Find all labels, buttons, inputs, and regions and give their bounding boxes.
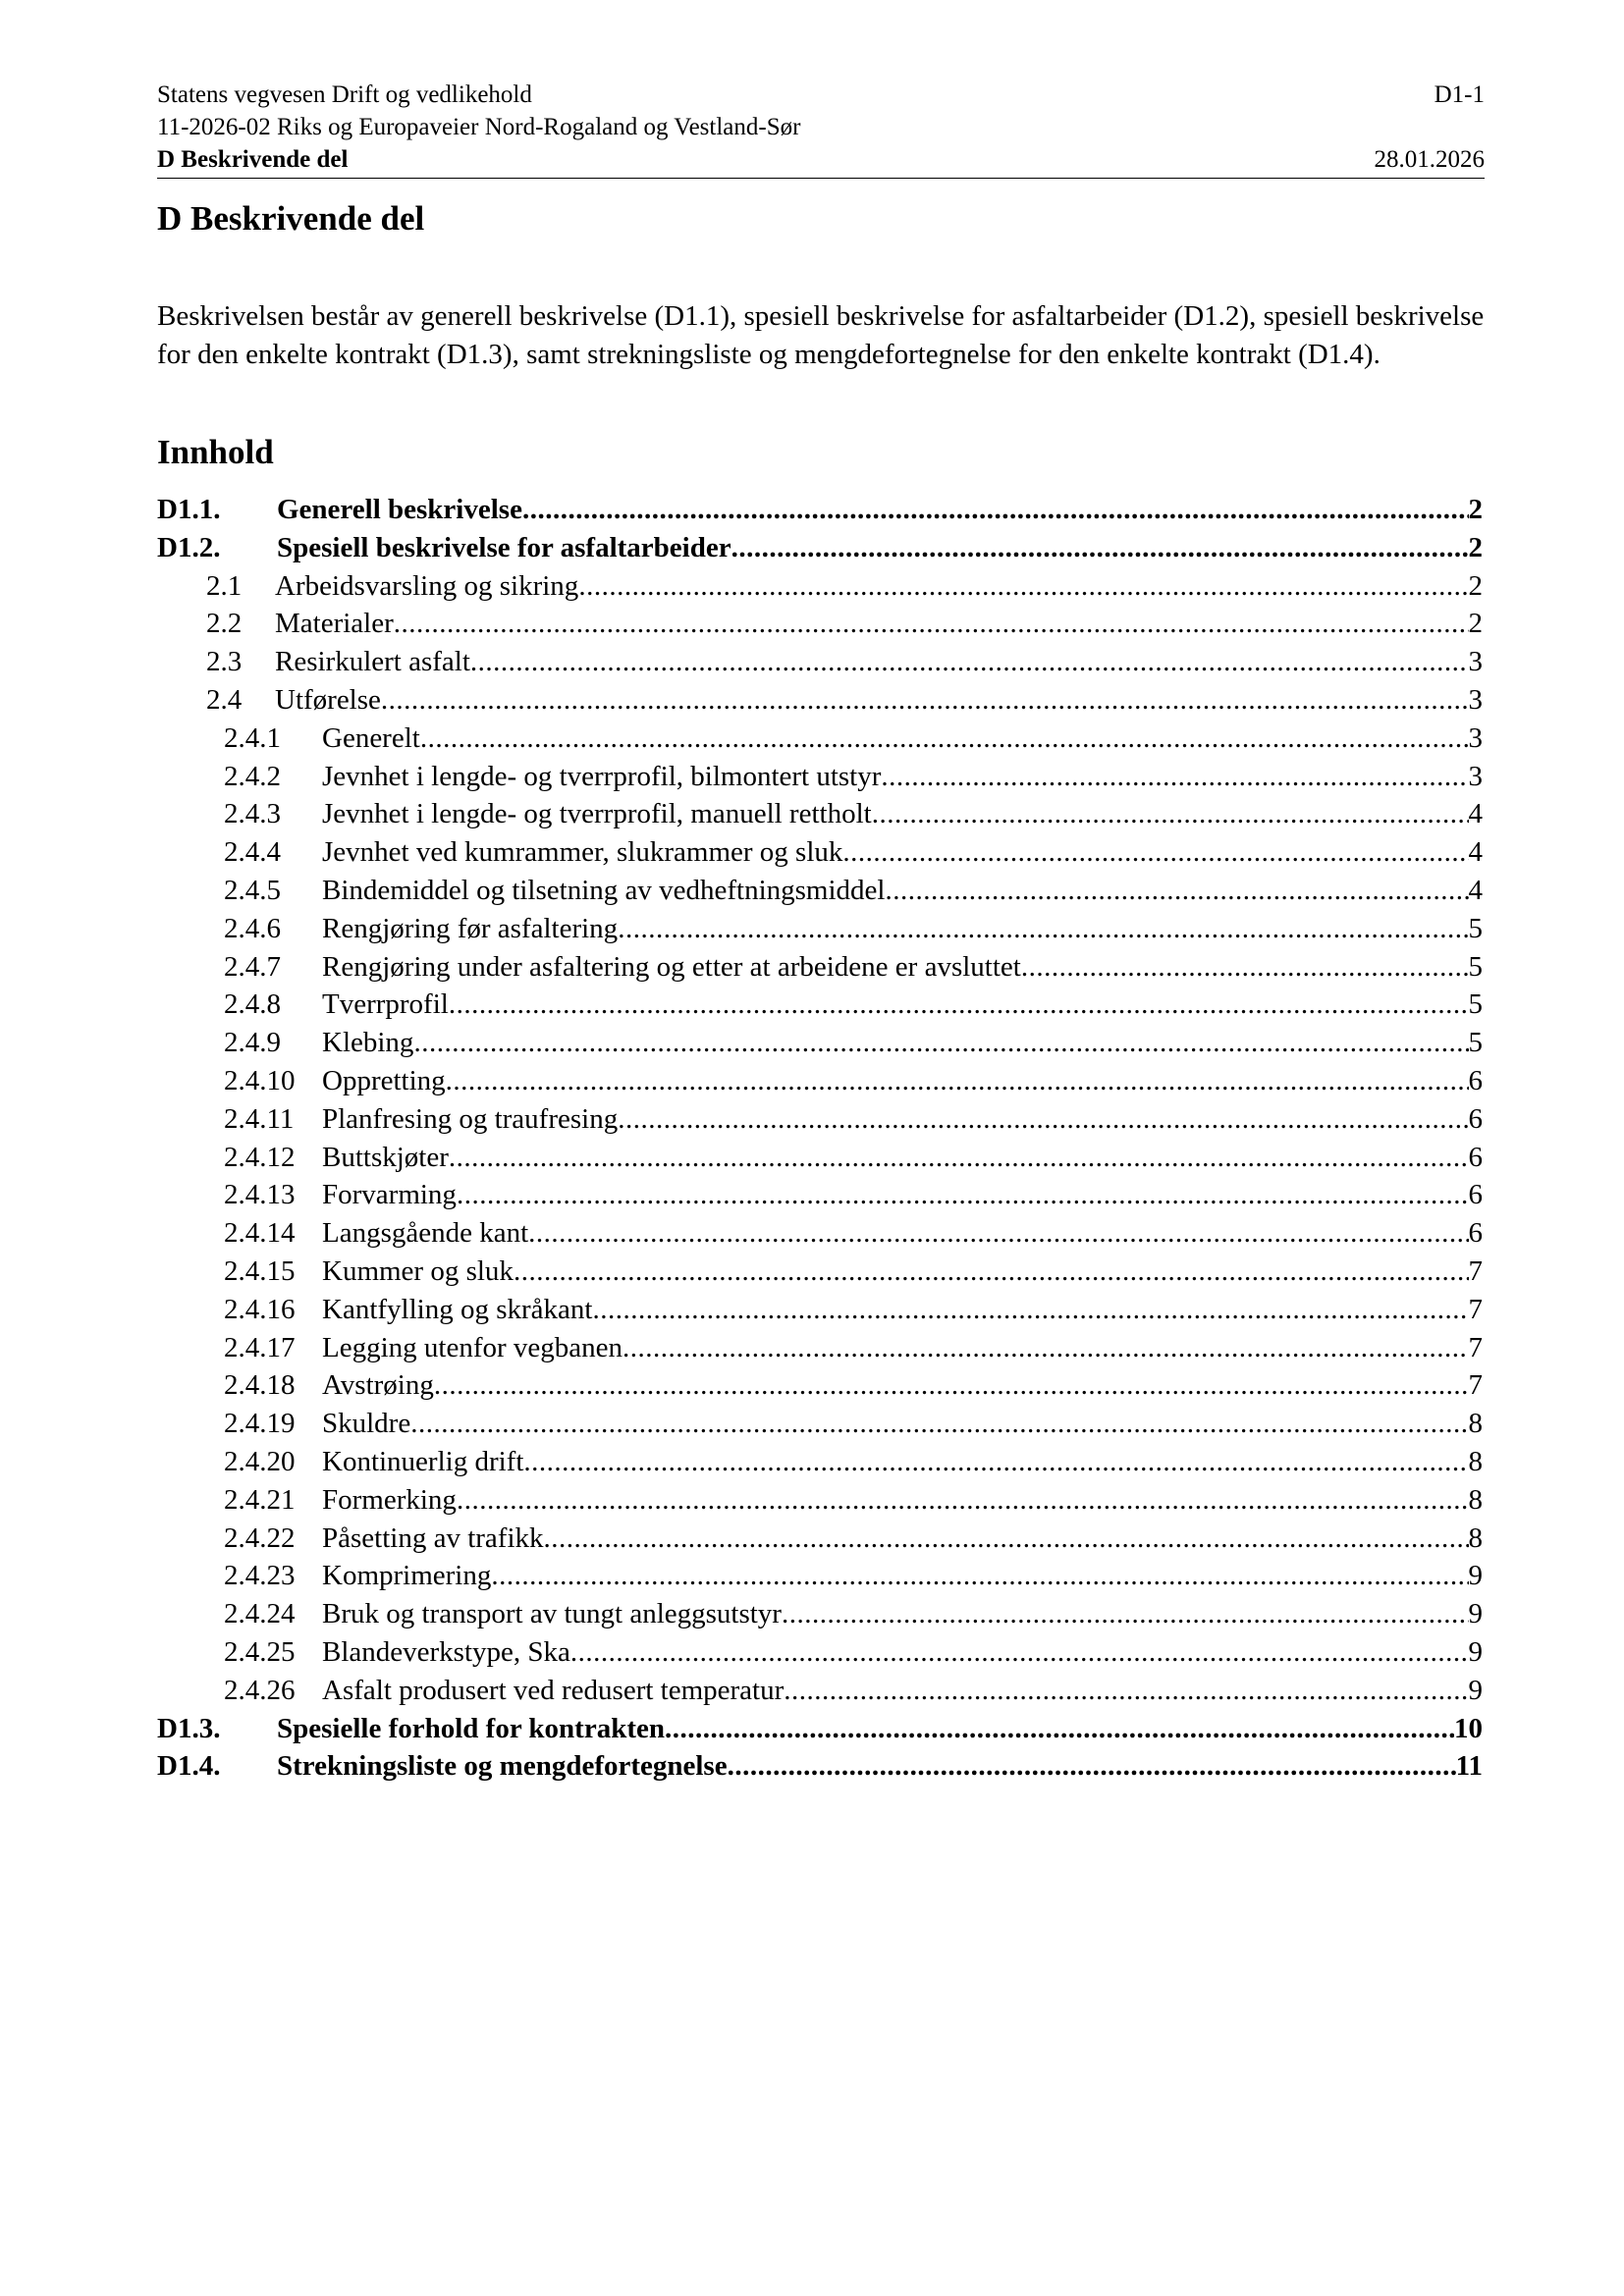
toc-entry-title: Komprimering [322, 1560, 492, 1592]
toc-entry-title: Bruk og transport av tungt anleggsutstyr [322, 1598, 782, 1630]
toc-dot-leader [528, 1214, 1468, 1253]
toc-entry-title: Blandeverkstype, Ska [322, 1635, 570, 1668]
toc-entry-title: Skuldre [322, 1408, 411, 1440]
toc-entry-number: 2.4.18 [224, 1369, 296, 1402]
toc-entry-number: 2.4.25 [224, 1635, 296, 1668]
toc-entry-title: Spesielle forhold for kontrakten [277, 1712, 665, 1744]
toc-dot-leader [881, 758, 1468, 796]
toc-entry-page: 6 [1468, 1064, 1483, 1096]
toc-entry-title: Rengjøring under asfaltering og etter at arbeidene er avsluttet [322, 950, 1021, 983]
toc-dot-leader [885, 872, 1468, 910]
toc-entry[interactable] [157, 758, 1483, 796]
header-row-3 [157, 143, 1485, 176]
header-page-number: D1-1 [1434, 81, 1485, 108]
toc-entry[interactable] [157, 1481, 1483, 1520]
toc-entry-page: 4 [1468, 874, 1483, 906]
toc-entry-title: Generelt [322, 721, 420, 754]
toc-entry-title: Jevnhet i lengde- og tverrprofil, bilmontert utstyr [322, 760, 882, 792]
toc-entry-page: 3 [1468, 760, 1483, 792]
toc-entry-number: 2.4.1 [224, 721, 281, 754]
toc-dot-leader [782, 1595, 1469, 1633]
toc-entry-number: 2.4.21 [224, 1483, 296, 1516]
toc-entry-title: Påsetting av trafikk [322, 1522, 544, 1554]
toc-entry-page: 9 [1468, 1635, 1483, 1668]
header-contract: 11-2026-02 Riks og Europaveier Nord-Rogaland og Vestland-Sør [157, 114, 801, 140]
toc-entry-number: D1.1. [157, 494, 221, 525]
toc-entry-page: 4 [1468, 836, 1483, 869]
toc-entry[interactable] [157, 681, 1483, 720]
toc-entry-title: Materialer [275, 608, 394, 640]
toc-entry-number: 2.4.19 [224, 1408, 296, 1440]
toc-dot-leader [491, 1557, 1468, 1595]
toc-entry-number: 2.4.4 [224, 836, 281, 869]
toc-entry[interactable] [157, 1633, 1483, 1672]
toc-dot-leader [446, 1062, 1469, 1100]
toc-entry-number: 2.4.12 [224, 1141, 296, 1173]
toc-entry-page: 7 [1468, 1369, 1483, 1402]
document-title: D Beskrivende del [157, 199, 425, 238]
toc-entry-title: Oppretting [322, 1064, 446, 1096]
toc-entry[interactable] [157, 491, 1483, 529]
toc-entry[interactable] [157, 1747, 1483, 1786]
header-date: 28.01.2026 [1374, 146, 1485, 173]
toc-dot-leader [784, 1672, 1468, 1710]
intro-paragraph: Beskrivelsen består av generell beskrivelse (D1.1), spesiell beskrivelse for asfaltarbeider (D1.2), spesiell beskrivelse for den enkelte kontrakt (D1.3), samt strekningsliste og mengdefortegnelse for den enkelte kontrakt (D1.4). [157, 300, 1485, 370]
toc-entry[interactable] [157, 1405, 1483, 1443]
toc-entry-title: Strekningsliste og mengdefortegnelse [277, 1750, 728, 1783]
toc-entry[interactable] [157, 948, 1483, 987]
toc-entry-page: 8 [1468, 1445, 1483, 1477]
toc-dot-leader [544, 1520, 1469, 1558]
toc-entry[interactable] [157, 720, 1483, 758]
toc-dot-leader [381, 681, 1469, 720]
toc-entry-title: Rengjøring før asfaltering [322, 912, 619, 944]
toc-entry-page: 6 [1468, 1179, 1483, 1211]
toc-entry-number: 2.2 [206, 608, 243, 640]
toc-entry[interactable] [157, 795, 1483, 833]
toc-entry-number: 2.4.13 [224, 1179, 296, 1211]
toc-entry-page: 2 [1468, 569, 1483, 602]
toc-entry[interactable] [157, 1214, 1483, 1253]
toc-entry-number: 2.4.10 [224, 1064, 296, 1096]
toc-entry-title: Generell beskrivelse [277, 494, 522, 525]
toc-entry-title: Arbeidsvarsling og sikring [275, 569, 579, 602]
toc-entry-number: D1.3. [157, 1712, 221, 1744]
toc-dot-leader [434, 1366, 1469, 1405]
toc-entry-page: 5 [1468, 950, 1483, 983]
toc-entry-page: 5 [1468, 1027, 1483, 1059]
toc-entry-title: Jevnhet ved kumrammer, slukrammer og sluk [322, 836, 843, 869]
toc-dot-leader [449, 1139, 1469, 1177]
toc-dot-leader [592, 1291, 1468, 1329]
toc-entry-title: Utførelse [275, 683, 381, 716]
toc-entry-number: 2.4.2 [224, 760, 281, 792]
toc-entry[interactable] [157, 833, 1483, 872]
toc-entry-page: 5 [1468, 912, 1483, 944]
toc-entry-number: 2.4.22 [224, 1522, 296, 1554]
toc-entry[interactable] [157, 1366, 1483, 1405]
header-organization: Statens vegvesen Drift og vedlikehold [157, 81, 532, 108]
header-section: D Beskrivende del [157, 146, 349, 173]
toc-entry-title: Legging utenfor vegbanen [322, 1331, 623, 1363]
toc-entry[interactable] [157, 1139, 1483, 1177]
toc-dot-leader [457, 1176, 1469, 1214]
toc-entry-number: 2.4.23 [224, 1560, 296, 1592]
toc-entry-title: Kummer og sluk [322, 1255, 514, 1287]
toc-entry[interactable] [157, 1024, 1483, 1062]
toc-entry-number: 2.3 [206, 646, 243, 678]
toc-entry-page: 9 [1468, 1598, 1483, 1630]
toc-entry-title: Formerking [322, 1483, 457, 1516]
toc-entry[interactable] [157, 1443, 1483, 1481]
toc-entry-title: Bindemiddel og tilsetning av vedheftningsmiddel [322, 874, 886, 906]
toc-entry-page: 9 [1468, 1674, 1483, 1706]
toc-entry[interactable] [157, 1291, 1483, 1329]
toc-entry[interactable] [157, 872, 1483, 910]
toc-dot-leader [470, 643, 1469, 681]
toc-entry-page: 5 [1468, 988, 1483, 1021]
toc-entry-page: 6 [1468, 1102, 1483, 1135]
toc-dot-leader [394, 605, 1469, 643]
toc-entry-page: 8 [1468, 1522, 1483, 1554]
toc-dot-leader [514, 1253, 1469, 1291]
toc-entry[interactable] [157, 529, 1483, 567]
toc-dot-leader [842, 833, 1468, 872]
toc-entry-page: 8 [1468, 1483, 1483, 1516]
toc-entry-page: 2 [1468, 608, 1483, 640]
toc-dot-leader [413, 1024, 1468, 1062]
toc-entry-number: 2.4.3 [224, 798, 281, 830]
toc-entry-page: 10 [1454, 1712, 1483, 1744]
toc-entry[interactable] [157, 1062, 1483, 1100]
toc-dot-leader [618, 910, 1468, 948]
toc-entry-title: Tverrprofil [322, 988, 449, 1021]
toc-dot-leader [872, 795, 1469, 833]
toc-entry-title: Avstrøing [322, 1369, 434, 1402]
toc-entry-page: 7 [1468, 1293, 1483, 1325]
toc-entry[interactable] [157, 1520, 1483, 1558]
toc-entry-page: 7 [1468, 1331, 1483, 1363]
toc-entry-number: 2.4.24 [224, 1598, 296, 1630]
toc-heading: Innhold [157, 433, 274, 471]
toc-entry-number: 2.4.26 [224, 1674, 296, 1706]
toc-dot-leader [1021, 948, 1469, 987]
toc-entry-page: 9 [1468, 1560, 1483, 1592]
toc-entry-page: 2 [1468, 531, 1483, 563]
toc-entry-number: 2.4.8 [224, 988, 281, 1021]
toc-dot-leader [728, 1747, 1456, 1786]
toc-entry-title: Planfresing og traufresing [322, 1102, 619, 1135]
toc-entry-page: 7 [1468, 1255, 1483, 1287]
toc-entry-number: 2.4.20 [224, 1445, 296, 1477]
toc-entry-title: Kontinuerlig drift [322, 1445, 524, 1477]
toc-entry[interactable] [157, 1710, 1483, 1748]
page-header [157, 79, 1485, 179]
toc-entry-title: Kantfylling og skråkant [322, 1293, 593, 1325]
toc-entry-number: 2.4.6 [224, 912, 281, 944]
table-of-contents [157, 491, 1483, 1786]
toc-entry-number: 2.4.11 [224, 1102, 295, 1135]
toc-entry-page: 6 [1468, 1141, 1483, 1173]
toc-dot-leader [522, 491, 1469, 529]
toc-entry-number: 2.4.5 [224, 874, 281, 906]
header-row-1 [157, 79, 1485, 111]
toc-entry-title: Resirkulert asfalt [275, 646, 470, 678]
toc-entry-page: 2 [1468, 494, 1483, 525]
toc-entry-number: D1.2. [157, 531, 221, 563]
toc-entry[interactable] [157, 605, 1483, 643]
toc-entry[interactable] [157, 643, 1483, 681]
toc-entry-page: 8 [1468, 1408, 1483, 1440]
toc-dot-leader [731, 529, 1469, 567]
toc-entry-page: 3 [1468, 683, 1483, 716]
toc-dot-leader [665, 1710, 1454, 1748]
toc-dot-leader [420, 720, 1469, 758]
toc-entry[interactable] [157, 1672, 1483, 1710]
toc-entry-number: 2.4.15 [224, 1255, 296, 1287]
header-row-2 [157, 111, 1485, 143]
toc-entry-title: Forvarming [322, 1179, 457, 1211]
toc-entry-page: 3 [1468, 646, 1483, 678]
toc-entry[interactable] [157, 567, 1483, 606]
toc-dot-leader [449, 986, 1469, 1024]
toc-entry-number: 2.4.16 [224, 1293, 296, 1325]
toc-entry[interactable] [157, 1329, 1483, 1367]
toc-entry-title: Spesiell beskrivelse for asfaltarbeider [277, 531, 731, 563]
toc-entry[interactable] [157, 1557, 1483, 1595]
toc-entry-title: Jevnhet i lengde- og tverrprofil, manuell rettholt [322, 798, 872, 830]
toc-entry-title: Asfalt produsert ved redusert temperatur [322, 1674, 785, 1706]
toc-entry-number: 2.4 [206, 683, 243, 716]
toc-entry-number: 2.4.17 [224, 1331, 296, 1363]
toc-dot-leader [618, 1100, 1468, 1139]
toc-entry-number: 2.4.14 [224, 1217, 296, 1250]
toc-dot-leader [410, 1405, 1468, 1443]
toc-entry[interactable] [157, 1253, 1483, 1291]
toc-entry[interactable] [157, 1100, 1483, 1139]
toc-entry-title: Klebing [322, 1027, 414, 1059]
toc-entry-page: 4 [1468, 798, 1483, 830]
toc-dot-leader [623, 1329, 1468, 1367]
toc-dot-leader [570, 1633, 1469, 1672]
toc-entry-title: Buttskjøter [322, 1141, 449, 1173]
toc-dot-leader [457, 1481, 1469, 1520]
toc-dot-leader [578, 567, 1468, 606]
toc-entry-number: 2.4.7 [224, 950, 281, 983]
toc-entry-number: D1.4. [157, 1750, 221, 1783]
toc-entry-title: Langsgående kant [322, 1217, 529, 1250]
toc-entry-page: 3 [1468, 721, 1483, 754]
toc-dot-leader [523, 1443, 1468, 1481]
toc-entry-page: 11 [1455, 1750, 1483, 1783]
toc-entry-number: 2.4.9 [224, 1027, 281, 1059]
toc-entry[interactable] [157, 1176, 1483, 1214]
toc-entry[interactable] [157, 986, 1483, 1024]
toc-entry-number: 2.1 [206, 569, 243, 602]
toc-entry-page: 6 [1468, 1217, 1483, 1250]
toc-entry[interactable] [157, 1595, 1483, 1633]
toc-entry[interactable] [157, 910, 1483, 948]
